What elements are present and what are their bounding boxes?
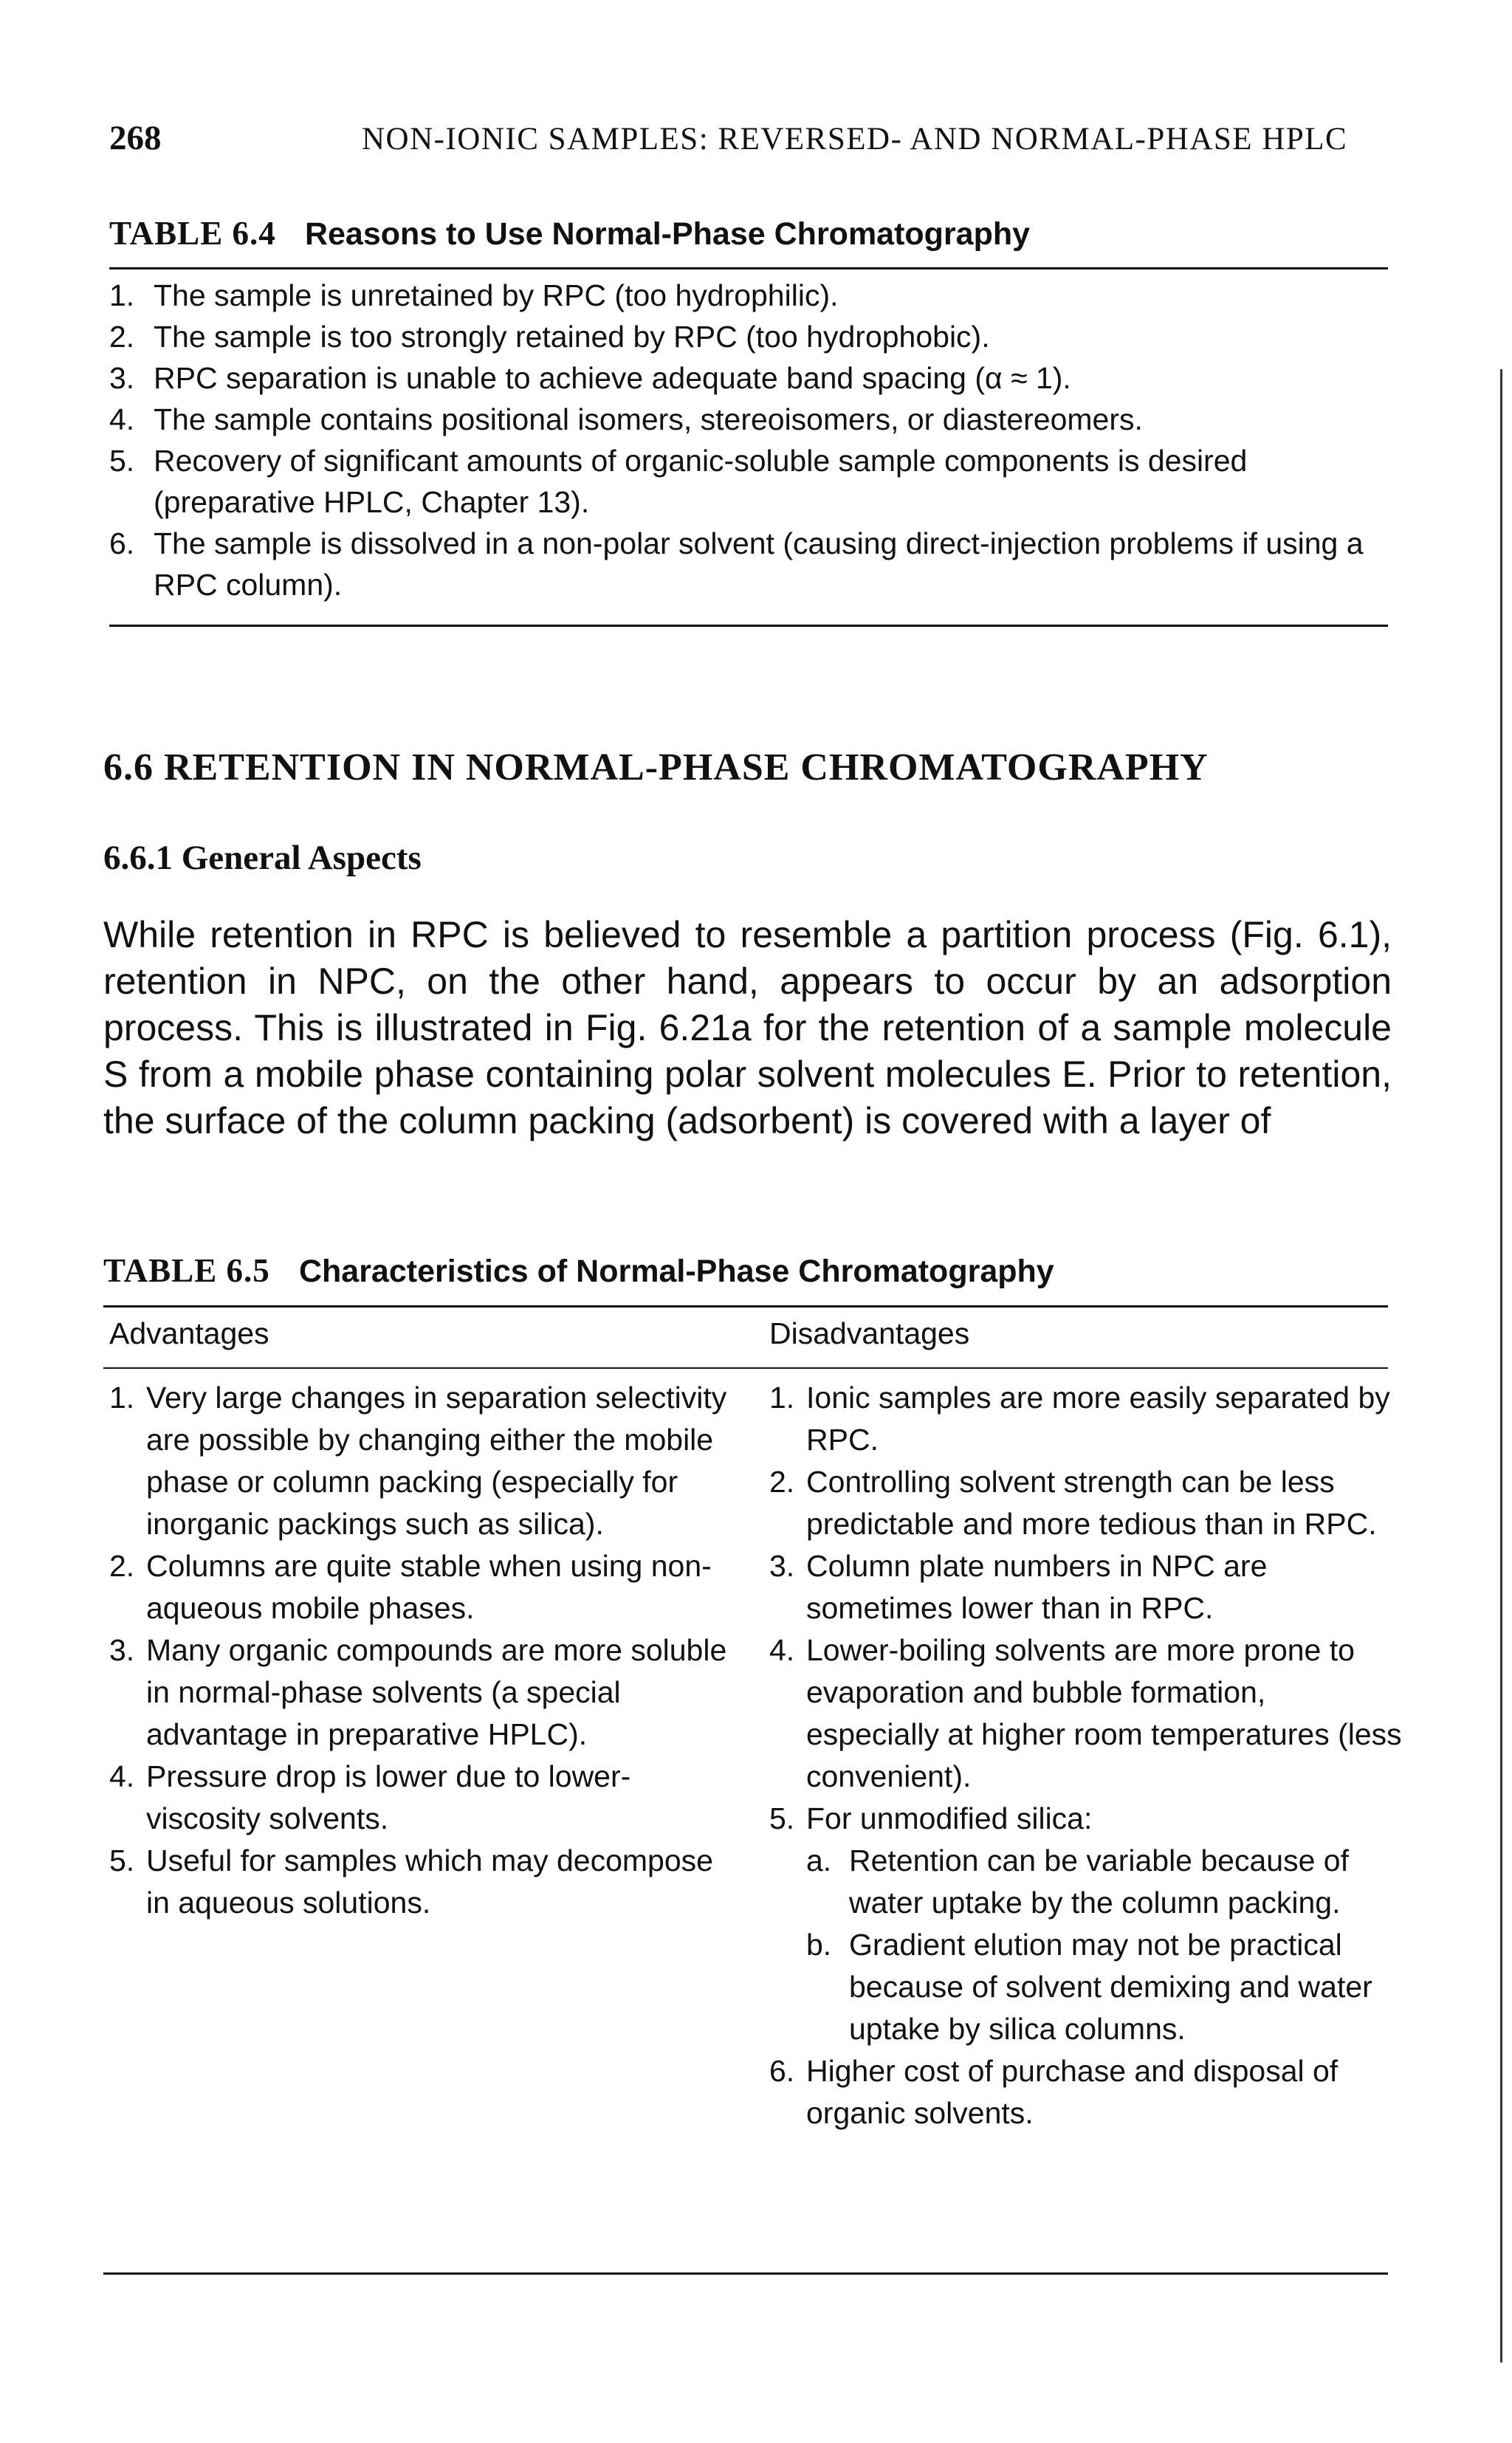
list-item: 6. The sample is dissolved in a non-polar solvent (causing direct-injection problems if using a RPC column).: [109, 526, 1364, 602]
page-number: 268: [109, 119, 162, 157]
table-6-4-caption: [109, 214, 1030, 252]
running-header: [109, 118, 1401, 170]
list-item: 2. Columns are quite stable when using non-aqueous mobile phases.: [109, 1549, 712, 1625]
list-item: 5. Recovery of significant amounts of organic-soluble sample components is desired (preparative HPLC, Chapter 13).: [109, 444, 1248, 519]
table-6-4-bottom-rule: [109, 625, 1388, 627]
running-title: NON-IONIC SAMPLES: REVERSED- AND NORMAL-PHASE HPLC: [362, 122, 1348, 157]
table-title: Characteristics of Normal-Phase Chromatography: [298, 1254, 1054, 1289]
list-item: 2. Controlling solvent strength can be less predictable and more tedious than in RPC.: [769, 1465, 1377, 1541]
list-item: 5. Useful for samples which may decompose in aqueous solutions.: [109, 1844, 713, 1920]
list-item: 4. Pressure drop is lower due to lower-viscosity solvents.: [109, 1759, 631, 1835]
advantages-column: [109, 1377, 729, 1924]
disadvantages-header: Disadvantages: [769, 1316, 970, 1350]
table-label: TABLE 6.5: [103, 1252, 270, 1289]
table-6-5-caption: [103, 1251, 1054, 1290]
list-item: 2. The sample is too strongly retained by RPC (too hydrophobic).: [109, 320, 990, 354]
list-item: 3. RPC separation is unable to achieve adequate band spacing (α ≈ 1).: [109, 361, 1071, 395]
subsection-heading: 6.6.1 General Aspects: [103, 839, 422, 877]
advantages-header: Advantages: [109, 1316, 269, 1350]
table-6-4-top-rule: [109, 267, 1388, 269]
table-6-5-top-rule: [103, 1305, 1388, 1308]
list-item: 3. Column plate numbers in NPC are sometimes lower than in RPC.: [769, 1549, 1268, 1625]
list-item: 4. Lower-boiling solvents are more prone to evaporation and bubble formation, especially at higher room temperatures (less convenient).: [769, 1633, 1402, 1793]
list-subitem: b. Gradient elution may not be practical because of solvent demixing and water uptake by silica columns.: [806, 1928, 1372, 2046]
list-item: 1. Ionic samples are more easily separated by RPC.: [769, 1381, 1390, 1457]
list-subitem: a. Retention can be variable because of water uptake by the column packing.: [806, 1844, 1349, 1920]
body-paragraph: While retention in RPC is believed to resemble a partition process (Fig. 6.1), retention in NPC, on the other hand, appears to occur by an adsorption process. This is illustrated in Fig. 6.21a for the retention of a sample molecule S from a mobile phase containing polar solvent molecules E. Prior to retention, the surface of the column packing (adsorbent) is covered with a layer of: [103, 914, 1392, 1141]
list-item: 1. The sample is unretained by RPC (too hydrophilic).: [109, 278, 839, 312]
table-title: Reasons to Use Normal-Phase Chromatography: [304, 216, 1031, 252]
scan-edge-line: [1500, 369, 1502, 2363]
list-item: 3. Many organic compounds are more soluble in normal-phase solvents (a special advantage in preparative HPLC).: [109, 1633, 727, 1751]
disadvantages-column: [769, 1377, 1404, 2134]
table-6-5-header-rule: [103, 1367, 1388, 1369]
list-item: 6. Higher cost of purchase and disposal of organic solvents.: [769, 2054, 1339, 2130]
list-item: 1. Very large changes in separation selectivity are possible by changing either the mobile phase or column packing (especially for inorganic packings such as silica).: [109, 1381, 727, 1541]
list-item: 4. The sample contains positional isomers, stereoisomers, or diastereomers.: [109, 402, 1143, 436]
list-item: 5. For unmodified silica:: [769, 1801, 1093, 1835]
table-6-5-bottom-rule: [103, 2272, 1388, 2275]
section-heading: 6.6 RETENTION IN NORMAL-PHASE CHROMATOGRAPHY: [103, 746, 1209, 788]
table-label: TABLE 6.4: [109, 215, 276, 252]
table-6-4-list: [109, 275, 1394, 605]
